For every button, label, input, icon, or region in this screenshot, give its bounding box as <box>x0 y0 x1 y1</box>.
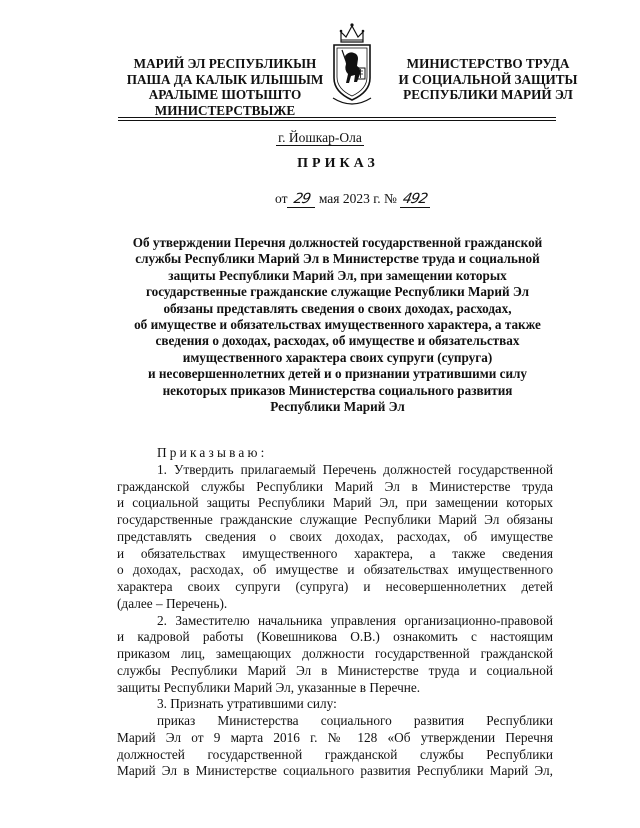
paragraph-line: должностей государственной гражданской службы Республики <box>117 746 553 762</box>
header-right-line: И СОЦИАЛЬНОЙ ЗАЩИТЫ <box>398 71 578 87</box>
paragraph-line: характера своих супруги (супруга) и несовершеннолетних детей <box>117 579 553 594</box>
header-left-line: АРАЛЫМЕ ШОТЫШТО <box>148 87 302 102</box>
paragraph-3: 3. Признать утратившими силу: <box>157 696 337 712</box>
ministry-name-russian <box>383 56 593 103</box>
header-left-line: МАРИЙ ЭЛ РЕСПУБЛИКЫН <box>133 56 317 71</box>
date-day-field <box>287 191 315 208</box>
document-title <box>90 235 585 415</box>
paragraph-line: и обязательствах имущественного характера, а также сведения <box>117 545 553 561</box>
paragraph-1 <box>117 462 553 613</box>
document-body <box>117 445 553 780</box>
number-sign: № <box>384 191 397 206</box>
doc-number-field <box>400 191 430 208</box>
date-day: 29 <box>291 191 312 207</box>
title-line: защиты Республики Марий Эл, при замещении которых <box>168 267 507 283</box>
paragraph-line: и кадровой работы (Ковешникова О.В.) ознакомить с настоящим <box>117 629 553 645</box>
paragraph-line: (далее – Перечень). <box>117 595 228 611</box>
title-line: Республики Марий Эл <box>270 399 405 415</box>
paragraph-line: о доходах, расходах, об имуществе и обязательствах имущественного <box>117 562 553 578</box>
paragraph-line: приказ Министерства социального развития Республики <box>157 713 553 728</box>
paragraph-line: представлять сведения о своих доходах, расходах, об имуществе <box>117 528 553 544</box>
paragraph-line: и социальной защиты Республики Марий Эл, при замещении которых <box>117 495 553 511</box>
paragraph-line: государственные гражданские служащие Республики Марий Эл обязаны <box>117 512 553 527</box>
paragraph-line: 2. Заместителю начальника управления организационно-правовой <box>157 612 553 628</box>
paragraph-2 <box>117 613 553 697</box>
title-line: об имуществе и обязательствах имущественного характера, а также <box>134 317 541 333</box>
header-right-line: МИНИСТЕРСТВО ТРУДА <box>406 56 570 71</box>
title-line: сведения о доходах, расходах, об имуществе и обязательствах <box>155 333 520 349</box>
header-left-line: ПАША ДА КАЛЫК ИЛЫШЫМ <box>126 71 324 87</box>
paragraph-line: гражданской службы Республики Марий Эл в Министерстве труда <box>117 478 553 494</box>
order-word: Приказываю: <box>157 445 268 460</box>
date-prefix: от <box>275 191 288 206</box>
paragraph-line: службы Республики Марий Эл в Министерстве труда и социальной <box>117 662 553 678</box>
title-line: службы Республики Марий Эл в Министерстве труда и социальной <box>135 251 540 267</box>
doc-number: 492 <box>401 191 429 207</box>
header-left-line: МИНИСТЕРСТВЫЖЕ <box>154 102 296 118</box>
paragraph-line: Марий Эл от 9 марта 2016 г. № 128 «Об утверждении Перечня <box>117 729 553 745</box>
title-line: некоторых приказов Министерства социального развития <box>162 382 513 398</box>
title-line: Об утверждении Перечня должностей государственной гражданской <box>132 235 543 250</box>
document-type: ПРИКАЗ <box>297 156 379 171</box>
paragraph-line: 1. Утвердить прилагаемый Перечень должностей государственной <box>157 461 553 477</box>
paragraph-line: приказом лиц, замещающих должности государственной гражданской <box>117 646 553 661</box>
title-line: государственные гражданские служащие Республики Марий Эл <box>145 284 530 300</box>
date-month-year: мая 2023 г. <box>318 191 381 206</box>
title-line: имущественного характера своих супруги (супруга) <box>182 349 493 365</box>
coat-of-arms-icon <box>327 20 377 106</box>
city-name: г. Йошкар-Ола <box>278 130 362 145</box>
header-right-line: РЕСПУБЛИКИ МАРИЙ ЭЛ <box>403 87 573 102</box>
paragraph-4 <box>117 713 553 780</box>
paragraph-line: защиты Республики Марий Эл, указанные в Перечне. <box>117 679 421 695</box>
title-line: и несовершеннолетних детей и о признании утратившими силу <box>147 366 528 382</box>
header-divider-thick <box>118 117 556 118</box>
header-divider-thin <box>118 120 556 121</box>
date-line <box>275 191 430 208</box>
ministry-name-mari <box>120 56 330 118</box>
city-line <box>0 130 640 146</box>
paragraph-line: Марий Эл в Министерстве социального развития Республики Марий Эл, <box>117 763 553 779</box>
title-line: обязаны представлять сведения о своих доходах, расходах, <box>163 300 512 316</box>
